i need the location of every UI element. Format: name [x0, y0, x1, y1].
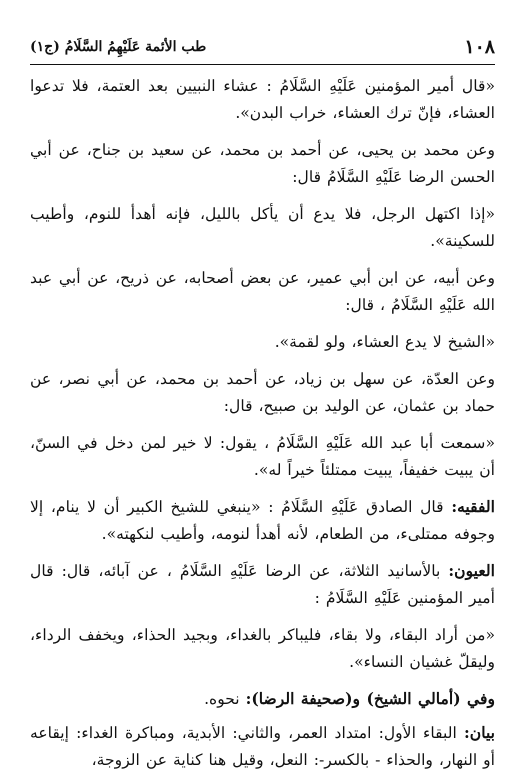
paragraph [30, 365, 495, 420]
paragraph-text: بالأسانيد الثلاثة، عن الرضا عَلَيْهِ السَّلَامُ ، عن آبائه، قال: قال أمير المؤمنين عَلَيْهِ السَّلَامُ : [30, 562, 495, 607]
paragraph-lead: وفي (أمالي الشيخ) و(صحيفة الرضا): [245, 689, 495, 708]
paragraph [30, 328, 495, 356]
running-head: طب الأئمة عَلَيْهِمُ السَّلَامُ (ج١) [30, 39, 207, 55]
paragraph-text: وعن أبيه، عن ابن أبي عمير، عن بعض أصحابه، عن ذريح، عن أبي عبد الله عَلَيْهِ السَّلَامُ ، قال: [30, 269, 495, 314]
paragraph-text: وعن العدّة، عن سهل بن زياد، عن أحمد بن محمد، عن أبي نصر، عن حماد بن عثمان، عن الوليد بن صبيح، قال: [30, 370, 495, 415]
page-number: ١٠٨ [464, 36, 495, 58]
page-header [30, 30, 495, 65]
paragraph [30, 493, 495, 548]
paragraph [30, 557, 495, 612]
paragraph-lead: العيون: [448, 561, 495, 580]
paragraph [30, 429, 495, 484]
paragraph-lead: بيان: [463, 723, 495, 742]
paragraph-text: نحوه. [204, 690, 246, 708]
paragraph [30, 719, 495, 774]
paragraph [30, 200, 495, 255]
paragraph [30, 72, 495, 127]
page-body [30, 72, 495, 783]
paragraph [30, 685, 495, 713]
paragraph-lead: الفقيه: [451, 497, 495, 516]
paragraph-text: «إذا اكتهل الرجل، فلا يدع أن يأكل بالليل، فإنه أهدأ للنوم، وأطيب للسكينة». [30, 205, 495, 250]
paragraph [30, 264, 495, 319]
paragraph-text: «من أراد البقاء، ولا بقاء، فليباكر بالغداء، وبجيد الحذاء، ويخفف الرداء، وليقلّ غشيان النساء». [30, 626, 495, 671]
paragraph-text: «سمعت أبا عبد الله عَلَيْهِ السَّلَامُ ، يقول: لا خير لمن دخل في السنّ، أن يبيت خفيفاً، يبيت ممتلئاً خيراً له». [30, 434, 495, 479]
paragraph [30, 621, 495, 676]
paragraph-text: وعن محمد بن يحيى، عن أحمد بن محمد، عن سعيد بن جناح، عن أبي الحسن الرضا عَلَيْهِ السَّلَامُ قال: [30, 141, 495, 186]
paragraph-text: «الشيخ لا يدع العشاء، ولو لقمة». [274, 333, 495, 351]
paragraph-text: البقاء الأول: امتداد العمر، والثاني: الأبدية، ومباكرة الغداء: إيقاعه أو النهار، والحذاء - بالكسر-: النعل، وقيل هنا كناية عن الزوجة، [30, 724, 495, 769]
paragraph-text: قال الصادق عَلَيْهِ السَّلَامُ : «ينبغي للشيخ الكبير أن لا ينام، إلا وجوفه ممتلىء، من الطعام، لأنه أهدأ لنومه، وأطيب لنكهته». [30, 498, 495, 543]
paragraph [30, 136, 495, 191]
paragraph-text: «قال أمير المؤمنين عَلَيْهِ السَّلَامُ : عشاء النبيين بعد العتمة، فلا تدعوا العشاء، فإنّ ترك العشاء، خراب البدن». [30, 77, 495, 122]
